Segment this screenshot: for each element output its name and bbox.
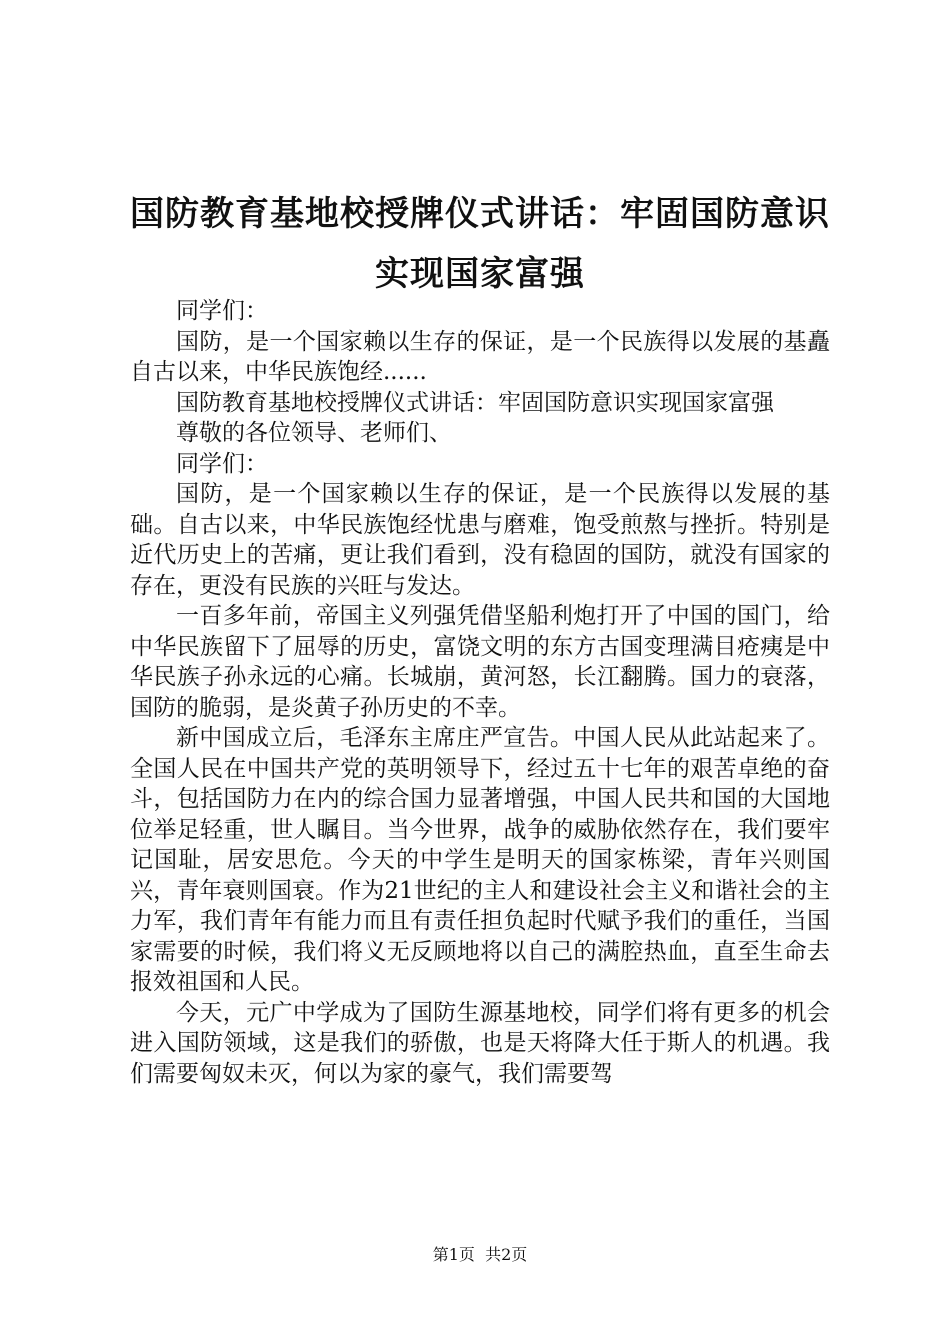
paragraph-repeated-title: 国防教育基地校授牌仪式讲话：牢固国防意识实现国家富强: [176, 389, 774, 416]
paragraph-salutation: 尊敬的各位领导、老师们、: [176, 420, 452, 446]
document-title: [130, 184, 830, 304]
paragraph-greeting: 同学们：: [176, 298, 268, 324]
paragraph-body: 国防，是一个国家赖以生存的保证，是一个民族得以发展的基础。自古以来，中华民族饱经忧患与磨难，饱受煎熬与挫折。特别是近代历史上的苦痛，更让我们看到，没有稳固的国防，就没有国家的存在，更没有民族的兴旺与发达。: [130, 481, 830, 599]
paragraph-body: 一百多年前，帝国主义列强凭借坚船利炮打开了中国的国门，给中华民族留下了屈辱的历史，富饶文明的东方古国变理满目疮痍是中华民族子孙永远的心痛。长城崩，黄河怒，长江翻腾。国力的衰落，国防的脆弱，是炎黄子孙历史的不幸。: [130, 603, 830, 721]
paragraph-greeting-2: 同学们：: [176, 450, 268, 477]
title-line-1: 国防教育基地校授牌仪式讲话：牢固国防意识: [130, 194, 830, 234]
paragraph-body: 新中国成立后，毛泽东主席庄严宣告。中国人民从此站起来了。全国人民在中国共产党的英明领导下，经过五十七年的艰苦卓绝的奋斗，包括国防力在内的综合国力显著增强，中国人民共和国的大国地位举足轻重，世人瞩目。当今世界，战争的威胁依然存在，我们要牢记国耻，居安思危。今天的中学生是明天的国家栋梁，青年兴则国兴，青年衰则国衰。作为21世纪的主人和建设社会主义和谐社会的主力军，我们青年有能力而且有责任担负起时代赋予我们的重任，当国家需要的时候，我们将义无反顾地将以自己的满腔热血，直至生命去报效祖国和人民。: [130, 725, 830, 995]
paragraph-excerpt: 国防，是一个国家赖以生存的保证，是一个民族得以发展的基矗自古以来，中华民族饱经......: [130, 328, 830, 385]
title-line-2: 实现国家富强: [375, 254, 585, 294]
document-page: [130, 0, 830, 1344]
document-body: [130, 296, 830, 1089]
page-number-footer: 第1页 共2页: [432, 1245, 528, 1264]
paragraph-body: 今天，元广中学成为了国防生源基地校，同学们将有更多的机会进入国防领域，这是我们的骄傲，也是天将降大任于斯人的机遇。我们需要匈奴未灭，何以为家的豪气，我们需要驾: [130, 999, 830, 1087]
